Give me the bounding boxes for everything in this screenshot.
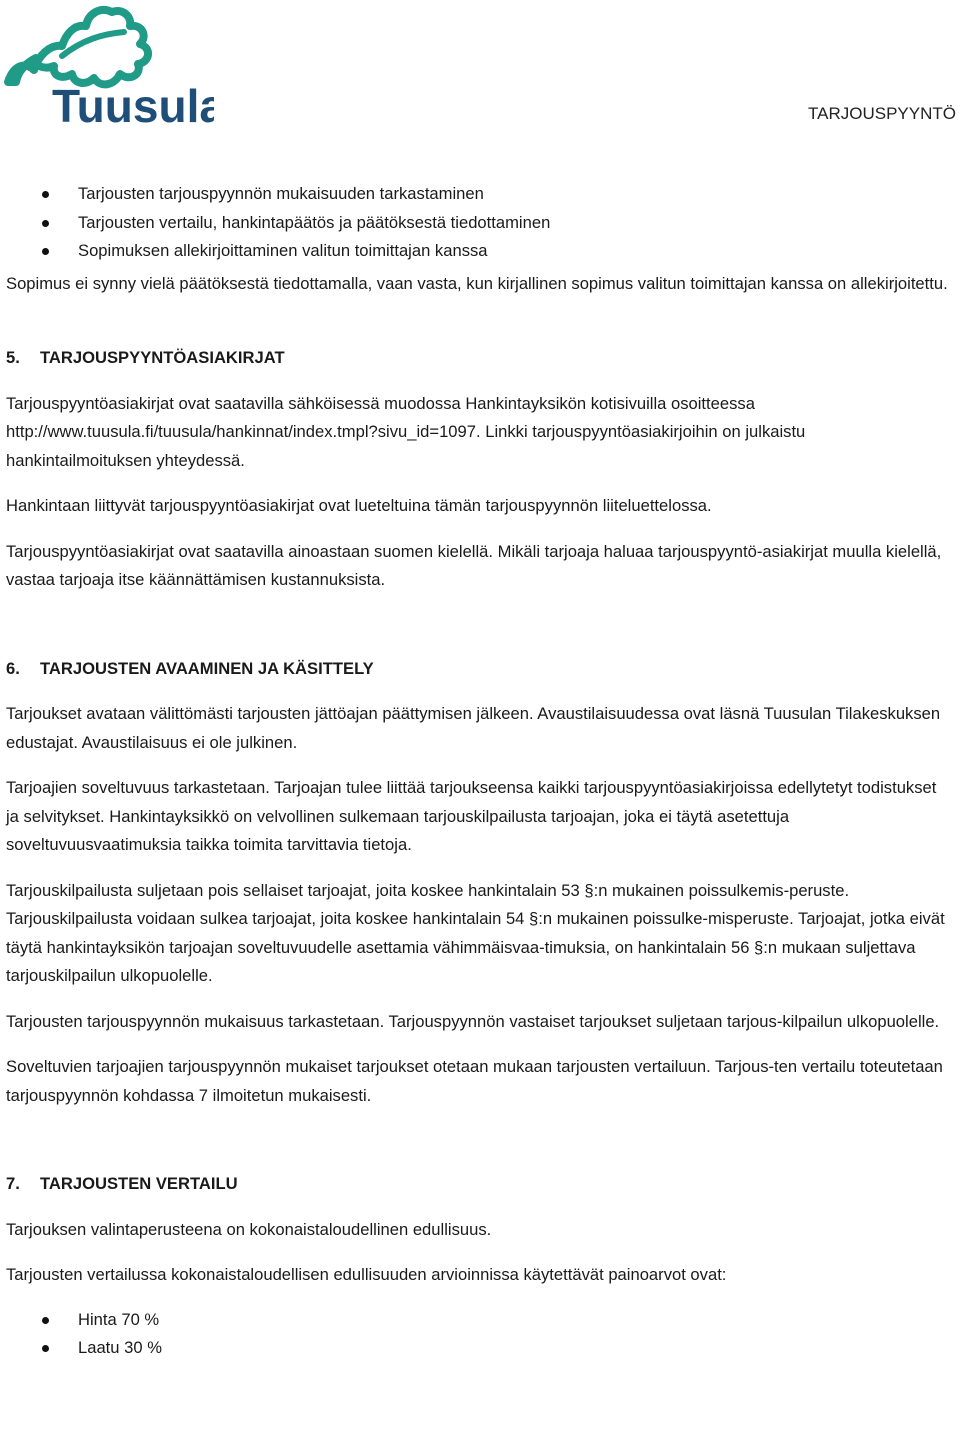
section-title: TARJOUSPYYNTÖASIAKIRJAT [40,348,285,367]
section-6-paragraph-3: Tarjouskilpailusta suljetaan pois sellaiset tarjoajat, joita koskee hankintalain 53 §:n mukainen poissulkemis-peruste. Tarjouskilpailusta voidaan sulkea tarjoajat, joita koskee hankintalain 54 §:n mukainen poissulke-misperuste. Tarjoajat, jotka eivät täytä hankintayksikön tarjoajan soveltuvuudelle asettamia vähimmäisvaa-timuksia, on hankintalain 56 §:n mukaan suljettava tarjouskilpailun ulkopuolelle. [6,880,945,985]
section-5-paragraph-3: Tarjouspyyntöasiakirjat ovat saatavilla ainoastaan suomen kielellä. Mikäli tarjoaja haluaa tarjouspyyntö-asiakirjat muulla kielellä, vastaa tarjoaja itse käännättämisen kustannuksista. [6,541,942,589]
section-5-heading [6,344,952,373]
section-6-paragraph-5: Soveltuvien tarjoajien tarjouspyynnön mukaiset tarjoukset otetaan mukaan tarjousten vertailuun. Tarjous-ten vertailu toteutetaan tarjouspyynnön kohdassa 7 ilmoitetun mukaisesti. [6,1057,943,1105]
tuusula-leaf-icon [4,4,214,128]
section-6-paragraph-4: Tarjousten tarjouspyynnön mukaisuus tarkastetaan. Tarjouspyynnön vastaiset tarjoukset suljetaan tarjous-kilpailun ulkopuolelle. [6,1011,940,1031]
section-title: TARJOUSTEN VERTAILU [40,1174,238,1193]
documents-link[interactable]: http://www.tuusula.fi/tuusula/hankinnat/index.tmpl?sivu_id=1097. [6,422,481,441]
document-body [6,180,952,1363]
section-title: TARJOUSTEN AVAAMINEN JA KÄSITTELY [40,658,374,678]
list-item: Sopimuksen allekirjoittaminen valitun toimittajan kanssa [6,237,952,266]
section-7-paragraph-1: Tarjouksen valintaperusteena on kokonaistaloudellinen edullisuus. [6,1219,492,1239]
section-7-paragraph-2: Tarjousten vertailussa kokonaistaloudellisen edullisuuden arvioinnissa käytettävät painoarvot ovat: [6,1265,727,1284]
section-6-heading [6,655,952,684]
section-5-paragraph-2: Hankintaan liittyvät tarjouspyyntöasiakirjat ovat lueteltuina tämän tarjouspyynnön liiteluettelossa. [6,496,712,515]
section-number: 7. [6,1174,20,1193]
paragraph-text: Tarjouspyyntöasiakirjat ovat saatavilla sähköisessä muodossa Hankintayksikön kotisivuilla osoitteessa [6,393,755,413]
intro-paragraph: Sopimus ei synny vielä päätöksestä tiedottamalla, vaan vasta, kun kirjallinen sopimus valitun toimittajan kanssa on allekirjoitettu. [6,273,948,293]
weights-bullet-list [6,1306,952,1363]
list-item: Laatu 30 % [6,1334,952,1363]
intro-bullet-list [6,180,952,266]
list-item: Tarjousten tarjouspyynnön mukaisuuden tarkastaminen [6,180,952,209]
section-number: 5. [6,348,20,367]
section-6-paragraph-2: Tarjoajien soveltuvuus tarkastetaan. Tarjoajan tulee liittää tarjoukseensa kaikki tarjouspyyntöasiakirjoissa edellytetyt todistukset ja selvitykset. Hankintayksikkö on velvollinen sulkemaan tarjouskilpailusta tarjoajan, joka ei täytä asetettuja soveltuvuusvaatimuksia taikka toimita tarvittavia tietoja. [6,778,937,854]
section-number: 6. [6,658,20,678]
section-6-paragraph-1: Tarjoukset avataan välittömästi tarjousten jättöajan päättymisen jälkeen. Avaustilaisuudessa ovat läsnä Tuusulan Tilakeskuksen edustajat. Avaustilaisuus ei ole julkinen. [6,704,941,752]
section-7-heading [6,1170,952,1199]
paragraph-text: Linkki tarjouspyyntöasiakirjoihin on julkaistu hankintailmoituksen yhteydessä. [6,422,806,470]
section-5-paragraph-1 [6,390,952,476]
list-item: Tarjousten vertailu, hankintapäätös ja päätöksestä tiedottaminen [6,209,952,238]
tuusula-logo [4,4,214,128]
logo-text: Tuusula [52,80,214,128]
document-type-label: TARJOUSPYYNTÖ [808,104,956,123]
list-item: Hinta 70 % [6,1306,952,1335]
